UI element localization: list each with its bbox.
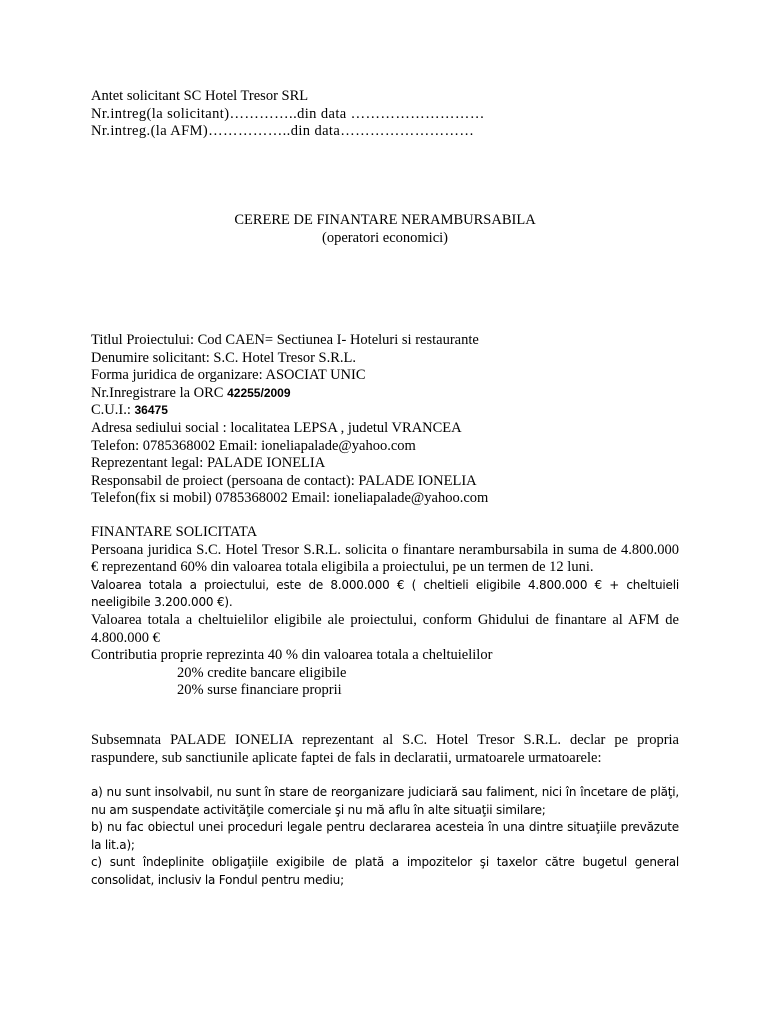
project-title: Titlul Proiectului: Cod CAEN= Sectiunea I- Hoteluri si restaurante [91, 332, 479, 348]
header-block [91, 88, 679, 141]
document-title: CERERE DE FINANTARE NERAMBURSABILA [234, 212, 536, 228]
cui-value: 36475 [134, 403, 168, 418]
funding-paragraph-3: Valoarea totala a cheltuielilor eligibile ale proiectului, conform Ghidului de finantare al AFM de 4.800.000 € [91, 611, 679, 646]
phone-email-contact: Telefon(fix si mobil) 0785368002 Email: ioneliapalade@yahoo.com [91, 490, 489, 507]
declaration-intro: Subsemnata PALADE IONELIA reprezentant al S.C. Hotel Tresor S.R.L. declar pe propria raspundere, sub sanctiunile aplicate faptei de fals in declaratii, urmatoarele urmatoarele: [91, 732, 679, 766]
project-responsible: Responsabil de proiect (persoana de contact): PALADE IONELIA [91, 472, 477, 489]
declaration-item-a: a) nu sunt insolvabil, nu sunt în stare de reorganizare judiciară sau faliment, nici în încetare de plăţi, nu am suspendate activităţile comerciale şi nu mă aflu în alte situaţii similare; [91, 785, 679, 817]
applicant-name: Denumire solicitant: S.C. Hotel Tresor S.R.L. [91, 349, 357, 366]
funding-paragraph-4: Contributia proprie reprezinta 40 % din valoarea totala a cheltuielilor [91, 647, 493, 664]
header-nr-solicitant: Nr.intreg(la solicitant)…………..din data ……………………… [91, 105, 485, 122]
legal-form: Forma juridica de organizare: ASOCIAT UNIC [91, 367, 366, 384]
funding-paragraph-1: Persoana juridica S.C. Hotel Tresor S.R.L. solicita o finantare nerambursabila in suma de 4.800.000 € reprezentand 60% din valoarea totala eligibila a proiectului, pe un termen de 12 luni. [91, 541, 679, 576]
declaration-item-c: c) sunt îndeplinite obligaţiile exigibile de plată a impozitelor şi taxelor către bugetul general consolidat, inclusiv la Fondul pentru mediu; [91, 855, 679, 887]
declaration-section [91, 732, 679, 767]
orc-value: 42255/2009 [227, 385, 291, 400]
header-nr-afm: Nr.intreg.(la AFM)……………..din data……………………… [91, 123, 475, 140]
document-subtitle: (operatori economici) [321, 229, 448, 246]
funding-own-sources: 20% surse financiare proprii [177, 682, 342, 699]
orc-number [91, 385, 679, 403]
orc-label: Nr.Inregistrare la ORC [91, 384, 228, 401]
cui-label: C.U.I.: [91, 402, 135, 419]
cui-number [91, 402, 679, 420]
header-antet: Antet solicitant SC Hotel Tresor SRL [91, 88, 309, 104]
address: Adresa sediului social : localitatea LEPSA , judetul VRANCEA [91, 419, 462, 436]
legal-representative: Reprezentant legal: PALADE IONELIA [91, 455, 326, 472]
phone-email: Telefon: 0785368002 Email: ioneliapalade@yahoo.com [91, 437, 416, 454]
funding-paragraph-2: Valoarea totala a proiectului, este de 8.000.000 € ( cheltieli eligibile 4.800.000 € + cheltuieli neeligibile 3.200.000 €). [91, 577, 679, 610]
declaration-items [91, 784, 679, 890]
document-title-block [91, 212, 679, 247]
funding-heading: FINANTARE SOLICITATA [91, 524, 258, 540]
funding-section [91, 524, 679, 700]
applicant-info [91, 332, 679, 508]
funding-bank-credits: 20% credite bancare eligibile [177, 664, 347, 681]
declaration-item-b: b) nu fac obiectul unei proceduri legale pentru declararea acesteia în una dintre situaţiile prevăzute la lit.a); [91, 820, 679, 852]
